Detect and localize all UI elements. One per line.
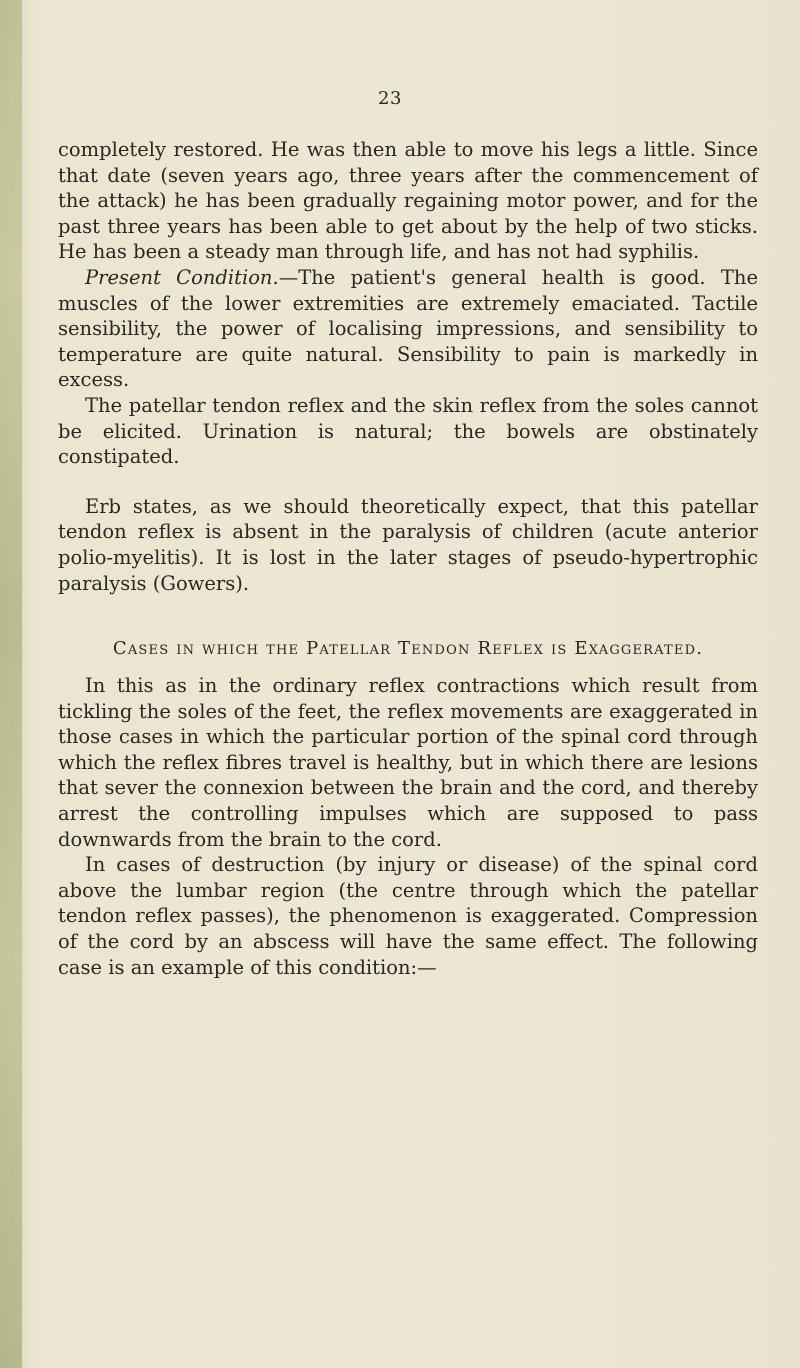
paragraph-ordinary-reflex: In this as in the ordinary reflex contractions which result from tickling the soles of the feet, the reflex movements are exaggerated in those cases in which the particular portion of the spinal cord through which the reflex fibres travel is healthy, but in which there are lesions that sever the connexion between the brain and the cord, and thereby arrest the controlling impulses which are supposed to pass downwards from the brain to the cord.	[58, 674, 758, 851]
page-binding-edge	[0, 0, 22, 1368]
body-text	[58, 137, 758, 980]
paragraph-destruction-cases: In cases of destruction (by injury or disease) of the spinal cord above the lumbar region (the centre through which the patellar tendon reflex passes), the phenomenon is exaggerated. Compression of the cord by an abscess will have the same effect. The following case is an example of this condition:—	[58, 853, 758, 979]
paragraph-reflex-findings: The patellar tendon reflex and the skin reflex from the soles cannot be elicited. Urination is natural; the bowels are obstinately constipated.	[58, 393, 758, 469]
present-condition-label: Present Condition.	[85, 265, 279, 289]
page-number: 23	[378, 88, 402, 109]
section-heading: Cases in which the Patellar Tendon Reflex is Exaggerated.	[112, 638, 704, 660]
present-condition-body: —The patient's general health is good. The muscles of the lower extremities are extremely emaciated. Tactile sensibility, the power of localising impressions, and sensibility to temperature are quite natural. Sensibility to pain is markedly in excess.	[58, 265, 758, 392]
paragraph-present-condition	[58, 265, 758, 393]
paragraph-erb-states: Erb states, as we should theoretically expect, that this patellar tendon reflex is absent in the paralysis of children (acute anterior polio-myelitis). It is lost in the later stages of pseudo-hypertrophic paralysis (Gowers).	[58, 494, 758, 595]
paragraph-continuation: completely restored. He was then able to move his legs a little. Since that date (seven years ago, three years after the commencement of the attack) he has been gradually regaining motor power, and for the past three years has been able to get about by the help of two sticks. He has been a steady man through life, and has not had syphilis.	[58, 138, 758, 264]
